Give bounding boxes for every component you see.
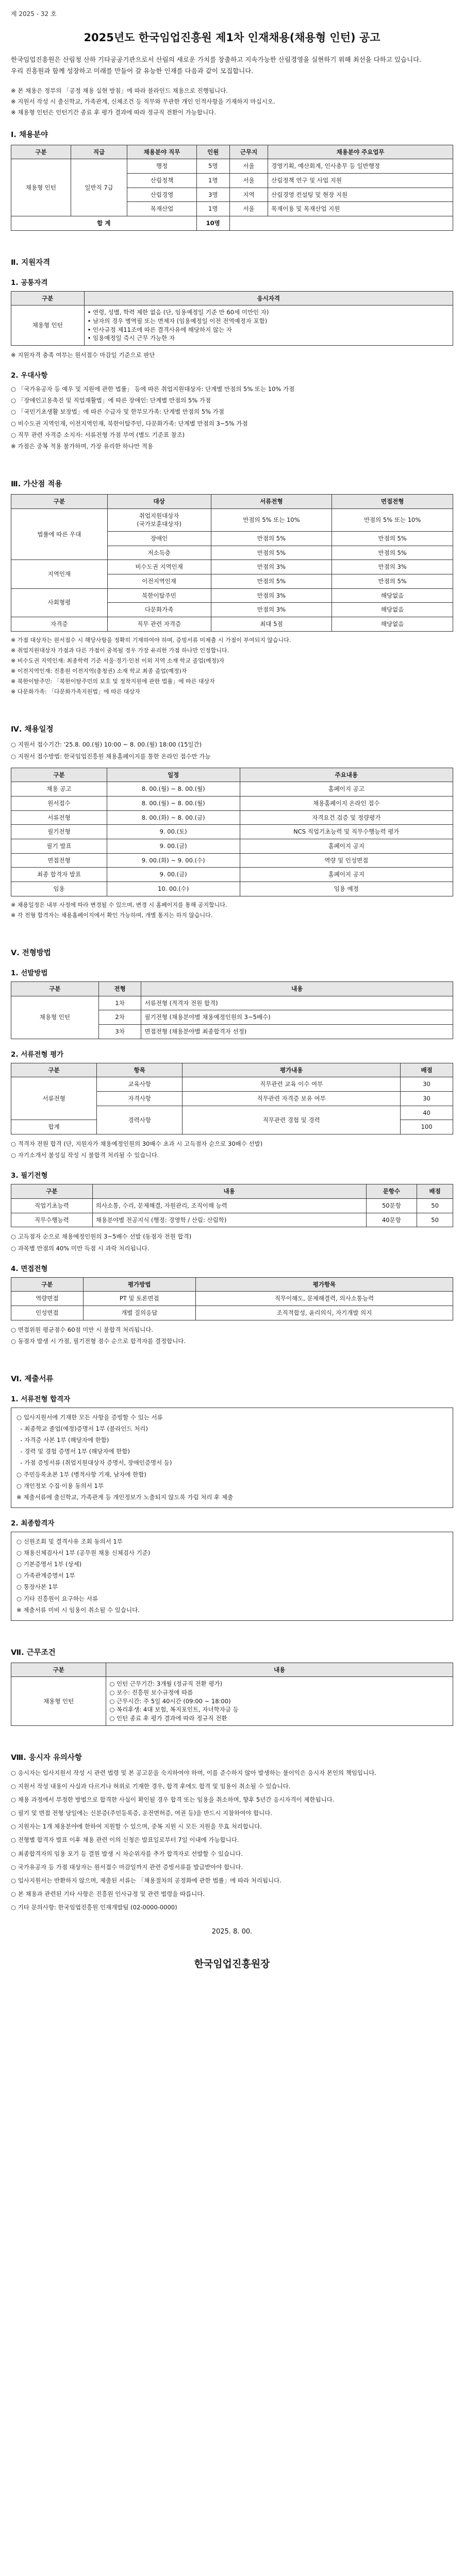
- table-header-row: [11, 494, 453, 509]
- table-cell: 30: [401, 1092, 453, 1106]
- table-cell: 만점의 5%: [332, 574, 453, 588]
- document-eval-table: [11, 1063, 453, 1134]
- list-item: ○ 채용 과정에서 부정한 방법으로 합격한 사실이 확인될 경우 합격 또는 임용을 취소하며, 향후 5년간 응시자격이 제한됩니다.: [11, 1796, 335, 1804]
- table-row: [11, 560, 453, 574]
- table-cell: 1명: [196, 202, 229, 216]
- text-line: ○ 「국민기초생활 보장법」에 따른 수급자 및 한부모가족: 단계별 만점의 5% 가점: [11, 408, 224, 416]
- table-cell: 의사소통, 수리, 문제해결, 자원관리, 조직이해 능력: [92, 1199, 366, 1213]
- table-cell: 해당없음: [332, 603, 453, 617]
- table-cell: 8. 00.(화) ~ 8. 00.(금): [107, 810, 240, 825]
- table-header-cell: 채용분야 직무: [127, 145, 196, 159]
- text-line: ※ 각 전형 합격자는 채용홈페이지에서 확인 가능하며, 개별 통지는 하지 않습니다.: [11, 911, 213, 919]
- table-total-row: [11, 216, 453, 231]
- section-heading: Ⅴ. 전형방법: [11, 949, 51, 958]
- text-line: ○ 지원서 접수기간: '25.8. 00.(월) 10:00 ~ 8. 00.(월) 18:00 (15일간): [11, 741, 202, 749]
- table-header-cell: 구분: [11, 982, 99, 996]
- table-cell: 인성면접: [11, 1306, 84, 1320]
- table-cell: 3차: [98, 1025, 141, 1039]
- text-line: ○ 개인정보 수집·이용 동의서 1부: [16, 1482, 104, 1489]
- text-line: ○ 입사지원서에 기재한 모든 사항을 증빙할 수 있는 서류: [16, 1413, 163, 1421]
- table-row: [11, 796, 453, 811]
- text-line: - 경력 및 경험 증명서 1부 (해당자에 한함): [16, 1448, 130, 1455]
- table-row: [11, 509, 453, 531]
- table-row: [11, 996, 453, 1010]
- table-cell: 최대 5점: [211, 617, 332, 631]
- table-cell: 임용: [11, 882, 107, 896]
- table-header-cell: 근무지: [229, 145, 268, 159]
- table-header-cell: 항목: [97, 1063, 183, 1077]
- table-row: [11, 617, 453, 631]
- table-cell: 자격증: [11, 617, 108, 631]
- text-line: ○ 면접위원 평균점수 60점 미만 시 불합격 처리됩니다.: [11, 1326, 154, 1333]
- table-cell: 홈페이지 공지: [240, 839, 453, 854]
- table-cell: 지역인재: [11, 560, 108, 588]
- table-cell: 만점의 5% 또는 10%: [211, 509, 332, 531]
- text-line: ○ 지원서 접수방법: 한국임업진흥원 채용홈페이지를 통한 온라인 접수만 가능: [11, 752, 211, 760]
- table-cell: 채용분야별 전공지식 (행정: 경영학 / 산림: 산림학): [92, 1213, 366, 1227]
- table-cell: 만점의 5%: [332, 531, 453, 546]
- table-cell: 서울: [229, 202, 268, 216]
- table-cell: 8. 00.(월) ~ 8. 00.(월): [107, 782, 240, 796]
- notice-number: 제 2025 - 32 호: [11, 10, 57, 18]
- table-cell: 법률에 따른 우대: [11, 509, 108, 560]
- table-cell: 채용형 인턴: [11, 1677, 106, 1725]
- text-line: - 가점 증빙서류 (취업지원대상자 증명서, 장애인증명서 등): [16, 1459, 172, 1467]
- table-row: [11, 159, 453, 174]
- schedule-table: [11, 768, 453, 896]
- table-cell: 산림정책 연구 및 사업 지원: [268, 174, 453, 188]
- table-row: [11, 839, 453, 854]
- table-cell: 면접전형: [11, 853, 107, 868]
- table-cell: 직무이해도, 문제해결력, 의사소통능력: [195, 1292, 453, 1306]
- subsection-heading: 2. 서류전형 평가: [11, 1050, 64, 1059]
- table-header-cell: 배점: [401, 1063, 453, 1077]
- table-cell: 직무관련 경험 및 경력: [183, 1106, 401, 1134]
- table-cell: 9. 00.(금): [107, 868, 240, 882]
- table-cell: 합 계: [11, 216, 197, 231]
- table-header-cell: 주요내용: [240, 768, 453, 782]
- text-line: ○ 신원조회 및 결격사유 조회 동의서 1부: [16, 1537, 123, 1545]
- intro-line: 한국임업진흥원은 산림청 산하 기타공공기관으로서 산림의 새로운 가치를 창출하고 지속가능한 산림경영을 실현하기 위해 최선을 다하고 있습니다.: [11, 56, 422, 63]
- work-condition-table: [11, 1663, 453, 1726]
- table-header-cell: 문항수: [366, 1184, 417, 1199]
- table-cell: 서류전형 (적격자 전원 합격): [141, 996, 453, 1010]
- table-header-cell: 내용: [106, 1663, 453, 1677]
- table-cell: 직업기초능력: [11, 1199, 93, 1213]
- text-line: ※ 제출서류 미비 시 임용이 취소될 수 있습니다.: [16, 1606, 140, 1614]
- preference-list: [11, 384, 453, 451]
- table-cell: 합계: [11, 1120, 97, 1134]
- table-row: [11, 868, 453, 882]
- list-item: ○ 입사지원서는 반환하지 않으며, 제출된 서류는 「채용절차의 공정화에 관한 법률」에 따라 처리됩니다.: [11, 1876, 281, 1884]
- interview-table: [11, 1277, 453, 1320]
- text-line: ○ 「국가유공자 등 예우 및 지원에 관한 법률」 등에 따른 취업지원대상자: 단계별 만점의 5% 또는 10% 가점: [11, 385, 295, 393]
- table-cell: 3명: [196, 188, 229, 202]
- table-header-cell: 구분: [11, 1184, 93, 1199]
- table-cell: 교육사항: [97, 1077, 183, 1092]
- table-cell: 임용 예정: [240, 882, 453, 896]
- table-cell: 비수도권 지역인재: [107, 560, 211, 574]
- table-cell: 지역: [229, 188, 268, 202]
- table-cell: 10. 00.(수): [107, 882, 240, 896]
- table-row: [11, 1677, 453, 1725]
- table-cell: 목재이용 및 목재산업 지원: [268, 202, 453, 216]
- table-row: [11, 825, 453, 839]
- text-line: ※ 가점 대상자는 원서접수 시 해당사항을 정확히 기재하여야 하며, 증빙서류 미제출 시 가점이 부여되지 않습니다.: [11, 636, 291, 643]
- table-cell: 100: [401, 1120, 453, 1134]
- table-row: [11, 782, 453, 796]
- subsection-heading: 1. 공통자격: [11, 278, 48, 287]
- table-header-row: [11, 1277, 453, 1292]
- table-header-cell: 평가방법: [83, 1277, 195, 1292]
- table-cell: 9. 00.(화) ~ 9. 00.(수): [107, 853, 240, 868]
- table-header-cell: 서류전형: [211, 494, 332, 509]
- table-header-cell: 구분: [11, 494, 108, 509]
- table-cell: 채용형 인턴: [11, 306, 85, 346]
- table-cell: [229, 216, 453, 231]
- selection-table: [11, 981, 453, 1039]
- section-heading: Ⅵ. 제출서류: [11, 1375, 54, 1383]
- table-header-row: [11, 1663, 453, 1677]
- table-row: [11, 1213, 453, 1227]
- final-pass-submission-box: [11, 1532, 453, 1621]
- text-line: ○ 가족관계증명서 1부: [16, 1572, 75, 1580]
- table-cell: 5명: [196, 159, 229, 174]
- text-line: ※ 비수도권 지역인재: 최종학력 기준 서울·경기·인천 이외 지역 소재 학교 졸업(예정)자: [11, 657, 225, 664]
- list-item: ○ 응시자는 입사지원서 작성 시 관련 법령 및 본 공고문을 숙지하여야 하며, 이를 준수하지 않아 발생하는 불이익은 응시자 본인의 책임입니다.: [11, 1769, 376, 1776]
- text-line: ○ 고득점자 순으로 채용예정인원의 3~5배수 선발 (동점자 전원 합격): [11, 1233, 192, 1241]
- table-row: [11, 1077, 453, 1092]
- table-cell: 40: [401, 1106, 453, 1120]
- note-line: ※ 지원서 작성 시 출신학교, 가족관계, 신체조건 등 직무와 무관한 개인 인적사항을 기재하지 마십시오.: [11, 97, 275, 105]
- table-header-cell: 평가항목: [195, 1277, 453, 1292]
- intro: [11, 54, 453, 77]
- document-pass-submission-box: [11, 1408, 453, 1508]
- table-cell: 1명: [196, 174, 229, 188]
- document-eval-notes: [11, 1139, 453, 1160]
- section-heading: Ⅶ. 근무조건: [11, 1648, 56, 1657]
- table-row: [11, 882, 453, 896]
- table-cell: 다문화가족: [107, 603, 211, 617]
- table-header-row: [11, 145, 453, 159]
- schedule-notes: [11, 739, 453, 761]
- section-heading: Ⅲ. 가산점 적용: [11, 480, 62, 488]
- table-cell: 10명: [196, 216, 229, 231]
- bonus-points-table: [11, 494, 453, 632]
- table-header-row: [11, 1184, 453, 1199]
- table-cell: 만점의 3%: [211, 560, 332, 574]
- table-cell: 필기전형: [11, 825, 107, 839]
- table-cell: 경영기획, 예산회계, 인사총무 등 일반행정: [268, 159, 453, 174]
- table-cell: 만점의 3%: [211, 603, 332, 617]
- list-item: ○ 본 채용과 관련된 기타 사항은 진흥원 인사규정 및 관련 법령을 따릅니다.: [11, 1890, 205, 1897]
- table-cell: 홈페이지 공지: [240, 868, 453, 882]
- table-header-row: [11, 1063, 453, 1077]
- table-cell: 취업지원대상자 (국가보훈대상자): [107, 509, 211, 531]
- text-line: ※ 북한이탈주민: 「북한이탈주민의 보호 및 정착지원에 관한 법률」에 따른 대상자: [11, 678, 215, 685]
- table-cell: 50문항: [366, 1199, 417, 1213]
- table-cell: 채용 공고: [11, 782, 107, 796]
- text-line: ○ 직무 관련 자격증 소지자: 서류전형 가점 부여 (별도 기준표 참조): [11, 431, 185, 438]
- notice-date: 2025. 8. 00.: [211, 1928, 253, 1936]
- table-cell: 산림경영: [127, 188, 196, 202]
- blind-notes: [11, 86, 453, 117]
- table-header-cell: 인원: [196, 145, 229, 159]
- table-cell: 채용형 인턴: [11, 996, 99, 1039]
- text-line: ○ 주민등록초본 1부 (병적사항 기재, 남자에 한함): [16, 1470, 146, 1478]
- subsection-heading: 4. 면접전형: [11, 1264, 48, 1273]
- table-header-cell: 평가내용: [183, 1063, 401, 1077]
- table-header-cell: 내용: [92, 1184, 366, 1199]
- table-cell: 서류전형: [11, 810, 107, 825]
- table-row: [11, 810, 453, 825]
- table-cell: 만점의 5%: [211, 546, 332, 560]
- list-item: ○ 전형별 합격자 발표 이후 채용 관련 이의 신청은 발표일로부터 7일 이내에 가능합니다.: [11, 1836, 239, 1844]
- table-header-cell: 전형: [98, 982, 141, 996]
- table-cell: 경력사항: [97, 1106, 183, 1134]
- table-header-cell: 구분: [11, 1277, 84, 1292]
- list-item: ○ 지원서 작성 내용이 사실과 다르거나 허위로 기재한 경우, 합격 후에도 합격 및 임용이 취소될 수 있습니다.: [11, 1782, 291, 1790]
- table-cell: 산림경영 컨설팅 및 현장 지원: [268, 188, 453, 202]
- table-row: [11, 306, 453, 346]
- table-cell: 50: [417, 1199, 453, 1213]
- table-cell: 역량면접: [11, 1292, 84, 1306]
- qualification-table: [11, 291, 453, 346]
- text-line: ○ 통장사본 1부: [16, 1583, 58, 1591]
- table-cell: PT 및 토론면접: [83, 1292, 195, 1306]
- table-cell: 9. 00.(금): [107, 839, 240, 854]
- table-row: [11, 1292, 453, 1306]
- section-heading: Ⅷ. 응시자 유의사항: [11, 1753, 82, 1762]
- list-item: ○ 필기 및 면접 전형 당일에는 신분증(주민등록증, 운전면허증, 여권 등)을 반드시 지참하여야 합니다.: [11, 1809, 273, 1817]
- table-cell: 홈페이지 공고: [240, 782, 453, 796]
- table-cell: 서류전형: [11, 1077, 97, 1120]
- table-header-cell: 일정: [107, 768, 240, 782]
- table-header-cell: 응시자격: [84, 291, 453, 306]
- text-line: ○ 채용신체검사서 1부 (공무원 채용 신체검사 기준): [16, 1549, 151, 1557]
- table-header-row: [11, 768, 453, 782]
- list-item: ○ 기타 문의사항: 한국임업진흥원 인재개발팀 (02-0000-0000): [11, 1904, 177, 1911]
- table-cell: 채용형 인턴: [11, 159, 71, 216]
- note-line: ※ 본 채용은 정부의 「공정 채용 실현 방침」에 따라 블라인드 채용으로 진행됩니다.: [11, 87, 228, 94]
- table-cell: NCS 직업기초능력 및 직무수행능력 평가: [240, 825, 453, 839]
- table-cell: 채용홈페이지 온라인 접수: [240, 796, 453, 811]
- text-line: ○ 기타 진흥원이 요구하는 서류: [16, 1595, 98, 1602]
- text-line: ※ 채용일정은 내부 사정에 따라 변경될 수 있으며, 변경 시 홈페이지를 통해 공지합니다.: [11, 901, 227, 908]
- table-header-cell: 구분: [11, 768, 107, 782]
- table-cell: 9. 00.(토): [107, 825, 240, 839]
- section-heading: Ⅱ. 지원자격: [11, 258, 51, 267]
- table-cell: 조직적합성, 윤리의식, 자기개발 의지: [195, 1306, 453, 1320]
- interview-notes: [11, 1325, 453, 1346]
- table-cell: 2차: [98, 1010, 141, 1025]
- table-cell: 사회형평: [11, 588, 108, 617]
- subsection-heading: 1. 선발방법: [11, 969, 48, 978]
- subsection-heading: 1. 서류전형 합격자: [11, 1395, 71, 1403]
- subsection-heading: 2. 최종합격자: [11, 1519, 55, 1528]
- table-cell: 만점의 5%: [332, 546, 453, 560]
- table-header-cell: 구분: [11, 291, 85, 306]
- table-header-cell: 대상: [107, 494, 211, 509]
- table-cell: 목재산업: [127, 202, 196, 216]
- table-header-cell: 채용분야 주요업무: [268, 145, 453, 159]
- table-header-cell: 구분: [11, 1063, 97, 1077]
- table-cell: 만점의 5% 또는 10%: [332, 509, 453, 531]
- table-cell: 서울: [229, 159, 268, 174]
- section-heading: Ⅰ. 채용분야: [11, 130, 48, 139]
- table-cell: 역량 및 인성면접: [240, 853, 453, 868]
- section-heading: Ⅳ. 채용일정: [11, 725, 54, 734]
- table-row: [11, 1199, 453, 1213]
- table-cell: 산림정책: [127, 174, 196, 188]
- table-header-row: [11, 982, 453, 996]
- text-line: ○ 동점자 발생 시 가점, 필기전형 점수 순으로 합격자를 결정합니다.: [11, 1337, 186, 1345]
- table-cell: 면접전형 (채용분야별 최종합격자 선정): [141, 1025, 453, 1039]
- subsection-heading: 2. 우대사항: [11, 371, 48, 380]
- text-line: - 최종학교 졸업(예정)증명서 1부 (블라인드 처리): [16, 1425, 148, 1433]
- list-item: ○ 지원자는 1개 채용분야에 한하여 지원할 수 있으며, 중복 지원 시 모든 지원을 무효 처리합니다.: [11, 1823, 262, 1831]
- table-cell: 직무관련 교육 이수 여부: [183, 1077, 401, 1092]
- bonus-notes: [11, 636, 453, 697]
- table-cell: 행정: [127, 159, 196, 174]
- table-cell: 1차: [98, 996, 141, 1010]
- table-cell: 일반직 7급: [71, 159, 127, 216]
- written-exam-table: [11, 1184, 453, 1227]
- written-exam-notes: [11, 1231, 453, 1253]
- list-item: ○ 최종합격자의 임용 포기 등 결원 발생 시 차순위자를 추가 합격자로 선발할 수 있습니다.: [11, 1850, 243, 1857]
- issuing-organization: 한국임업진흥원장: [194, 1958, 270, 1970]
- table-cell: 이전지역인재: [107, 574, 211, 588]
- table-cell: 만점의 3%: [332, 560, 453, 574]
- table-cell: • 연령, 성별, 학력 제한 없음 (단, 임용예정일 기준 만 60세 미만인 자) • 남자의 경우 병역필 또는 면제자 (임용예정일 이전 전역예정자 포함) • 인사규정 제11조에 따른 결격사유에 해당하지 않는 자 • 임용예정일 즉시 근무 가능한 자: [84, 306, 453, 346]
- recruit-field-table: [11, 145, 453, 231]
- table-cell: 만점의 5%: [211, 574, 332, 588]
- table-cell: 만점의 5%: [211, 531, 332, 546]
- table-cell: 직무수행능력: [11, 1213, 93, 1227]
- table-cell: ○ 인턴 근무기간: 3개월 (정규직 전환 평가) ○ 보수: 진흥원 보수규정에 따름 ○ 근무시간: 주 5일 40시간 (09:00 ~ 18:00) ○ 복리후생: 4대 보험, 복지포인트, 자녀학자금 등 ○ 인턴 종료 후 평가 결과에 따라 정규직 전환: [106, 1677, 453, 1725]
- table-row: [11, 1306, 453, 1320]
- subsection-heading: 3. 필기전형: [11, 1172, 48, 1180]
- text-line: ○ 기본증명서 1부 (상세): [16, 1561, 82, 1568]
- note-line: ※ 채용형 인턴은 인턴기간 종료 후 평가 결과에 따라 정규직 전환이 가능합니다.: [11, 108, 216, 116]
- table-cell: 필기전형 (채용분야별 채용예정인원의 3~5배수): [141, 1010, 453, 1025]
- table-cell: 저소득층: [107, 546, 211, 560]
- table-header-row: [11, 291, 453, 306]
- text-line: ※ 다문화가족: 「다문화가족지원법」에 따른 대상자: [11, 688, 140, 696]
- text-line: ※ 가점은 중복 적용 불가하며, 가장 유리한 하나만 적용: [11, 442, 153, 450]
- text-line: ※ 제출서류에 출신학교, 가족관계 등 개인정보가 노출되지 않도록 가림 처리 후 제출: [16, 1493, 234, 1501]
- table-header-cell: 구분: [11, 145, 71, 159]
- table-cell: 40문항: [366, 1213, 417, 1227]
- table-cell: 원서접수: [11, 796, 107, 811]
- list-item: ○ 국가유공자 등 가점 대상자는 원서접수 마감일까지 관련 증빙서류를 발급받아야 합니다.: [11, 1863, 243, 1871]
- text-line: - 자격증 사본 1부 (해당자에 한함): [16, 1436, 109, 1444]
- table-cell: 자격요건 검증 및 정량평가: [240, 810, 453, 825]
- table-cell: 개별 질의응답: [83, 1306, 195, 1320]
- table-cell: 만점의 3%: [211, 588, 332, 603]
- table-row: [11, 853, 453, 868]
- text-line: ※ 취업지원대상자 가점과 다른 가점이 중복될 경우 가장 유리한 가점 하나만 인정합니다.: [11, 647, 229, 654]
- table-cell: 서울: [229, 174, 268, 188]
- qualification-note: ※ 지원자격 충족 여부는 원서접수 마감일 기준으로 판단: [11, 351, 155, 359]
- table-cell: 필기 발표: [11, 839, 107, 854]
- text-line: ○ 「장애인고용촉진 및 직업재활법」에 따른 장애인: 단계별 만점의 5% 가점: [11, 397, 211, 404]
- table-cell: 해당없음: [332, 617, 453, 631]
- table-cell: 북한이탈주민: [107, 588, 211, 603]
- table-cell: 직무관련 자격증 보유 여부: [183, 1092, 401, 1106]
- notice-page: [11, 0, 453, 1970]
- table-header-cell: 직급: [71, 145, 127, 159]
- text-line: ○ 비수도권 지역인재, 이전지역인재, 북한이탈주민, 다문화가족: 단계별 만점의 3~5% 가점: [11, 419, 248, 427]
- table-cell: 30: [401, 1077, 453, 1092]
- table-header-cell: 배점: [417, 1184, 453, 1199]
- schedule-footnotes: [11, 901, 453, 920]
- table-cell: 8. 00.(월) ~ 8. 00.(월): [107, 796, 240, 811]
- table-header-cell: 면접전형: [332, 494, 453, 509]
- text-line: ※ 이전지역인재: 진흥원 이전지역(충청권) 소재 학교 최종 졸업(예정)자: [11, 668, 187, 675]
- table-cell: 50: [417, 1213, 453, 1227]
- table-header-cell: 내용: [141, 982, 453, 996]
- table-cell: 장애인: [107, 531, 211, 546]
- table-cell: 자격사항: [97, 1092, 183, 1106]
- text-line: ○ 적격자 전원 합격 (단, 지원자가 채용예정인원의 30배수 초과 시 고득점자 순으로 30배수 선발): [11, 1140, 263, 1148]
- text-line: ○ 과목별 만점의 40% 미만 득점 시 과락 처리됩니다.: [11, 1244, 150, 1252]
- table-row: [11, 588, 453, 603]
- intro-line: 우리 진흥원과 함께 성장하고 미래를 만들어 갈 유능한 인재를 다음과 같이 모집합니다.: [11, 66, 254, 75]
- table-cell: 해당없음: [332, 588, 453, 603]
- text-line: ○ 자기소개서 불성실 작성 시 불합격 처리될 수 있습니다.: [11, 1151, 159, 1159]
- table-cell: 최종 합격자 발표: [11, 868, 107, 882]
- table-header-cell: 구분: [11, 1663, 106, 1677]
- table-cell: 직무 관련 자격증: [107, 617, 211, 631]
- page-title: 2025년도 한국임업진흥원 제1차 인재채용(채용형 인턴) 공고: [84, 31, 380, 44]
- applicant-caution-list: [11, 1768, 453, 1912]
